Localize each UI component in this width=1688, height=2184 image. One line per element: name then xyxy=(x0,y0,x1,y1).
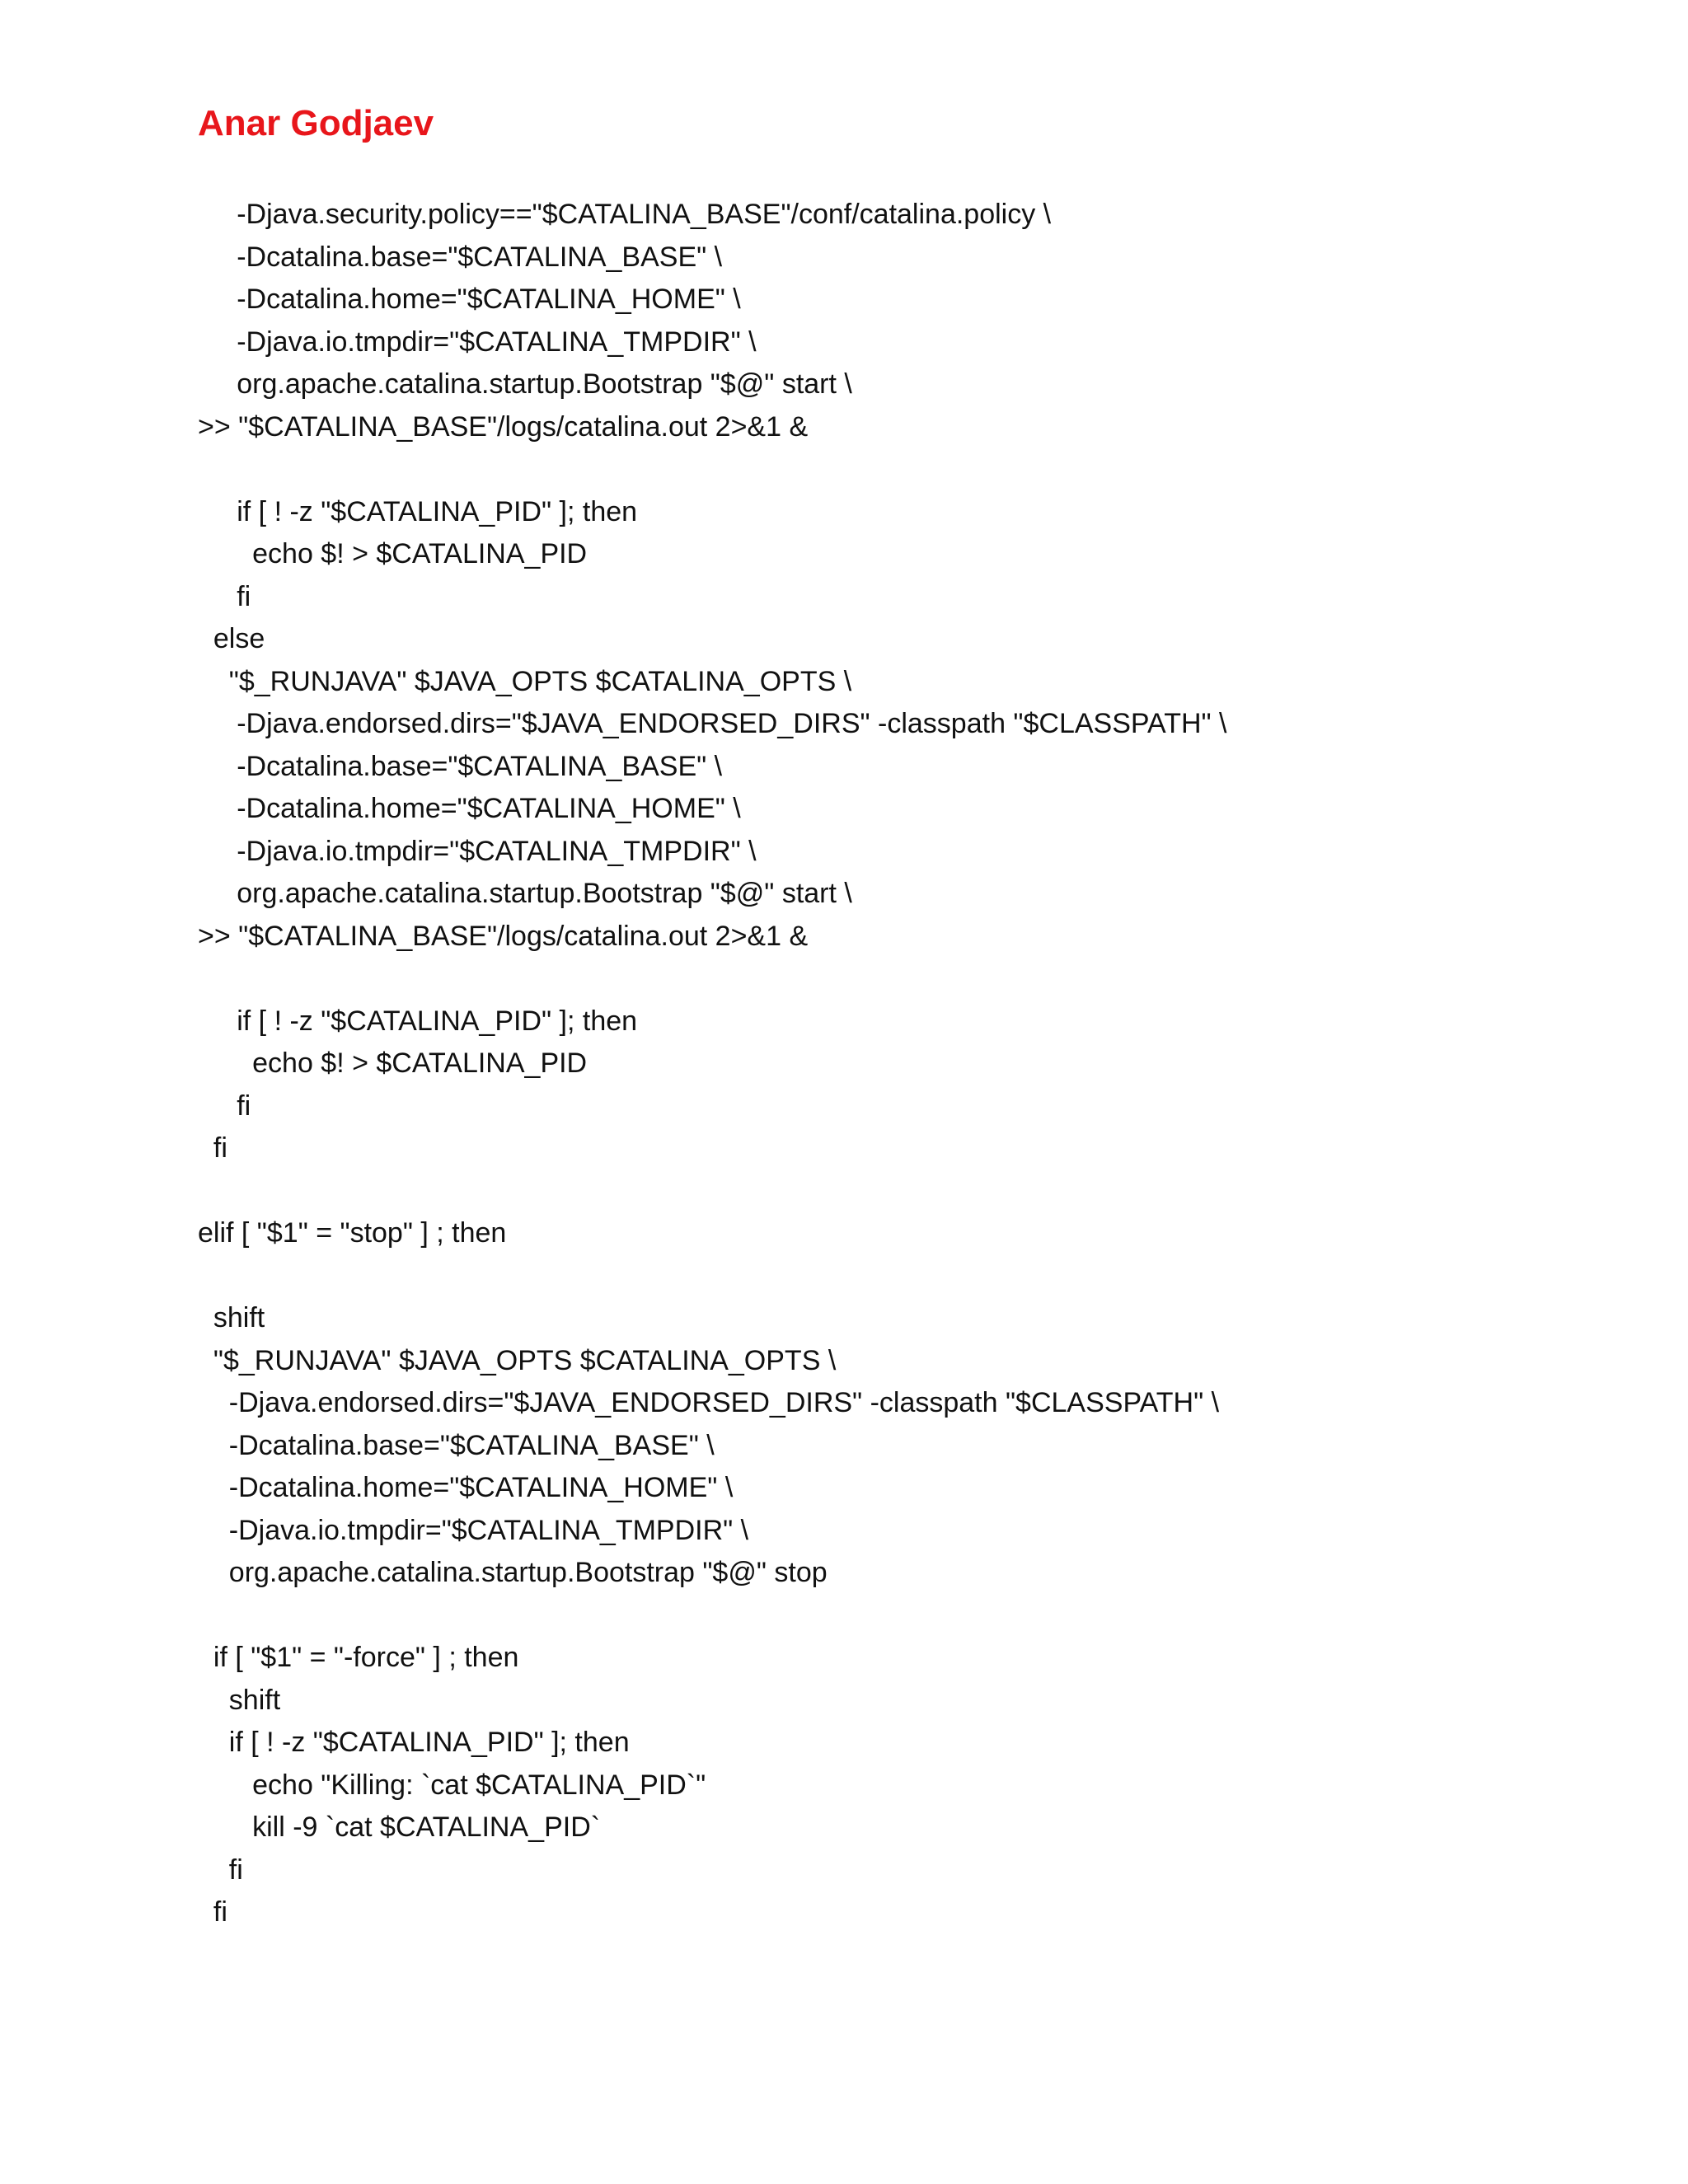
code-line: fi xyxy=(198,1090,251,1122)
code-line xyxy=(198,448,1227,491)
code-line: fi xyxy=(198,1854,243,1886)
code-line: shift xyxy=(198,1302,265,1333)
code-line: -Djava.endorsed.dirs="$JAVA_ENDORSED_DIRS" -classpath "$CLASSPATH" \ xyxy=(198,708,1227,739)
code-line: if [ ! -z "$CATALINA_PID" ]; then xyxy=(198,495,638,527)
code-line: echo "Killing: `cat $CATALINA_PID`" xyxy=(198,1769,706,1801)
code-line: fi xyxy=(198,580,251,612)
author-name: Anar Godjaev xyxy=(198,103,434,143)
code-line: "$_RUNJAVA" $JAVA_OPTS $CATALINA_OPTS \ xyxy=(198,1344,837,1376)
code-line: echo $! > $CATALINA_PID xyxy=(198,1047,588,1079)
code-line: "$_RUNJAVA" $JAVA_OPTS $CATALINA_OPTS \ xyxy=(198,665,852,697)
code-line: fi xyxy=(198,1896,227,1928)
code-line: -Dcatalina.base="$CATALINA_BASE" \ xyxy=(198,241,723,273)
code-line: elif [ "$1" = "stop" ] ; then xyxy=(198,1217,507,1249)
code-line: -Dcatalina.home="$CATALINA_HOME" \ xyxy=(198,793,741,824)
code-line: echo $! > $CATALINA_PID xyxy=(198,538,588,569)
code-line: -Djava.endorsed.dirs="$JAVA_ENDORSED_DIRS" -classpath "$CLASSPATH" \ xyxy=(198,1387,1220,1418)
code-listing xyxy=(198,194,1227,1934)
code-line xyxy=(198,1595,1227,1638)
code-line: org.apache.catalina.startup.Bootstrap "$@" stop xyxy=(198,1557,828,1588)
code-line xyxy=(198,1170,1227,1213)
code-line: >> "$CATALINA_BASE"/logs/catalina.out 2>&1 & xyxy=(198,410,809,443)
code-line: >> "$CATALINA_BASE"/logs/catalina.out 2>&1 & xyxy=(198,920,809,952)
code-line: org.apache.catalina.startup.Bootstrap "$@" start \ xyxy=(198,878,852,909)
code-line: -Djava.io.tmpdir="$CATALINA_TMPDIR" \ xyxy=(198,326,757,358)
code-line: -Djava.security.policy=="$CATALINA_BASE"/conf/catalina.policy \ xyxy=(198,199,1052,230)
code-line: -Djava.io.tmpdir="$CATALINA_TMPDIR" \ xyxy=(198,1514,749,1546)
code-line: if [ ! -z "$CATALINA_PID" ]; then xyxy=(198,1727,630,1758)
code-line: else xyxy=(198,623,265,654)
code-line: -Dcatalina.base="$CATALINA_BASE" \ xyxy=(198,1429,715,1461)
code-line: if [ ! -z "$CATALINA_PID" ]; then xyxy=(198,1005,638,1037)
code-line xyxy=(198,1255,1227,1298)
code-line: org.apache.catalina.startup.Bootstrap "$@" start \ xyxy=(198,368,852,400)
code-line: kill -9 `cat $CATALINA_PID` xyxy=(198,1811,601,1843)
code-line: shift xyxy=(198,1684,281,1716)
code-line xyxy=(198,958,1227,1001)
code-line: -Djava.io.tmpdir="$CATALINA_TMPDIR" \ xyxy=(198,835,757,867)
code-line: fi xyxy=(198,1132,227,1164)
code-line: -Dcatalina.home="$CATALINA_HOME" \ xyxy=(198,284,741,315)
code-line: -Dcatalina.home="$CATALINA_HOME" \ xyxy=(198,1472,734,1503)
code-line: if [ "$1" = "-force" ] ; then xyxy=(198,1642,519,1673)
code-line: -Dcatalina.base="$CATALINA_BASE" \ xyxy=(198,750,723,782)
